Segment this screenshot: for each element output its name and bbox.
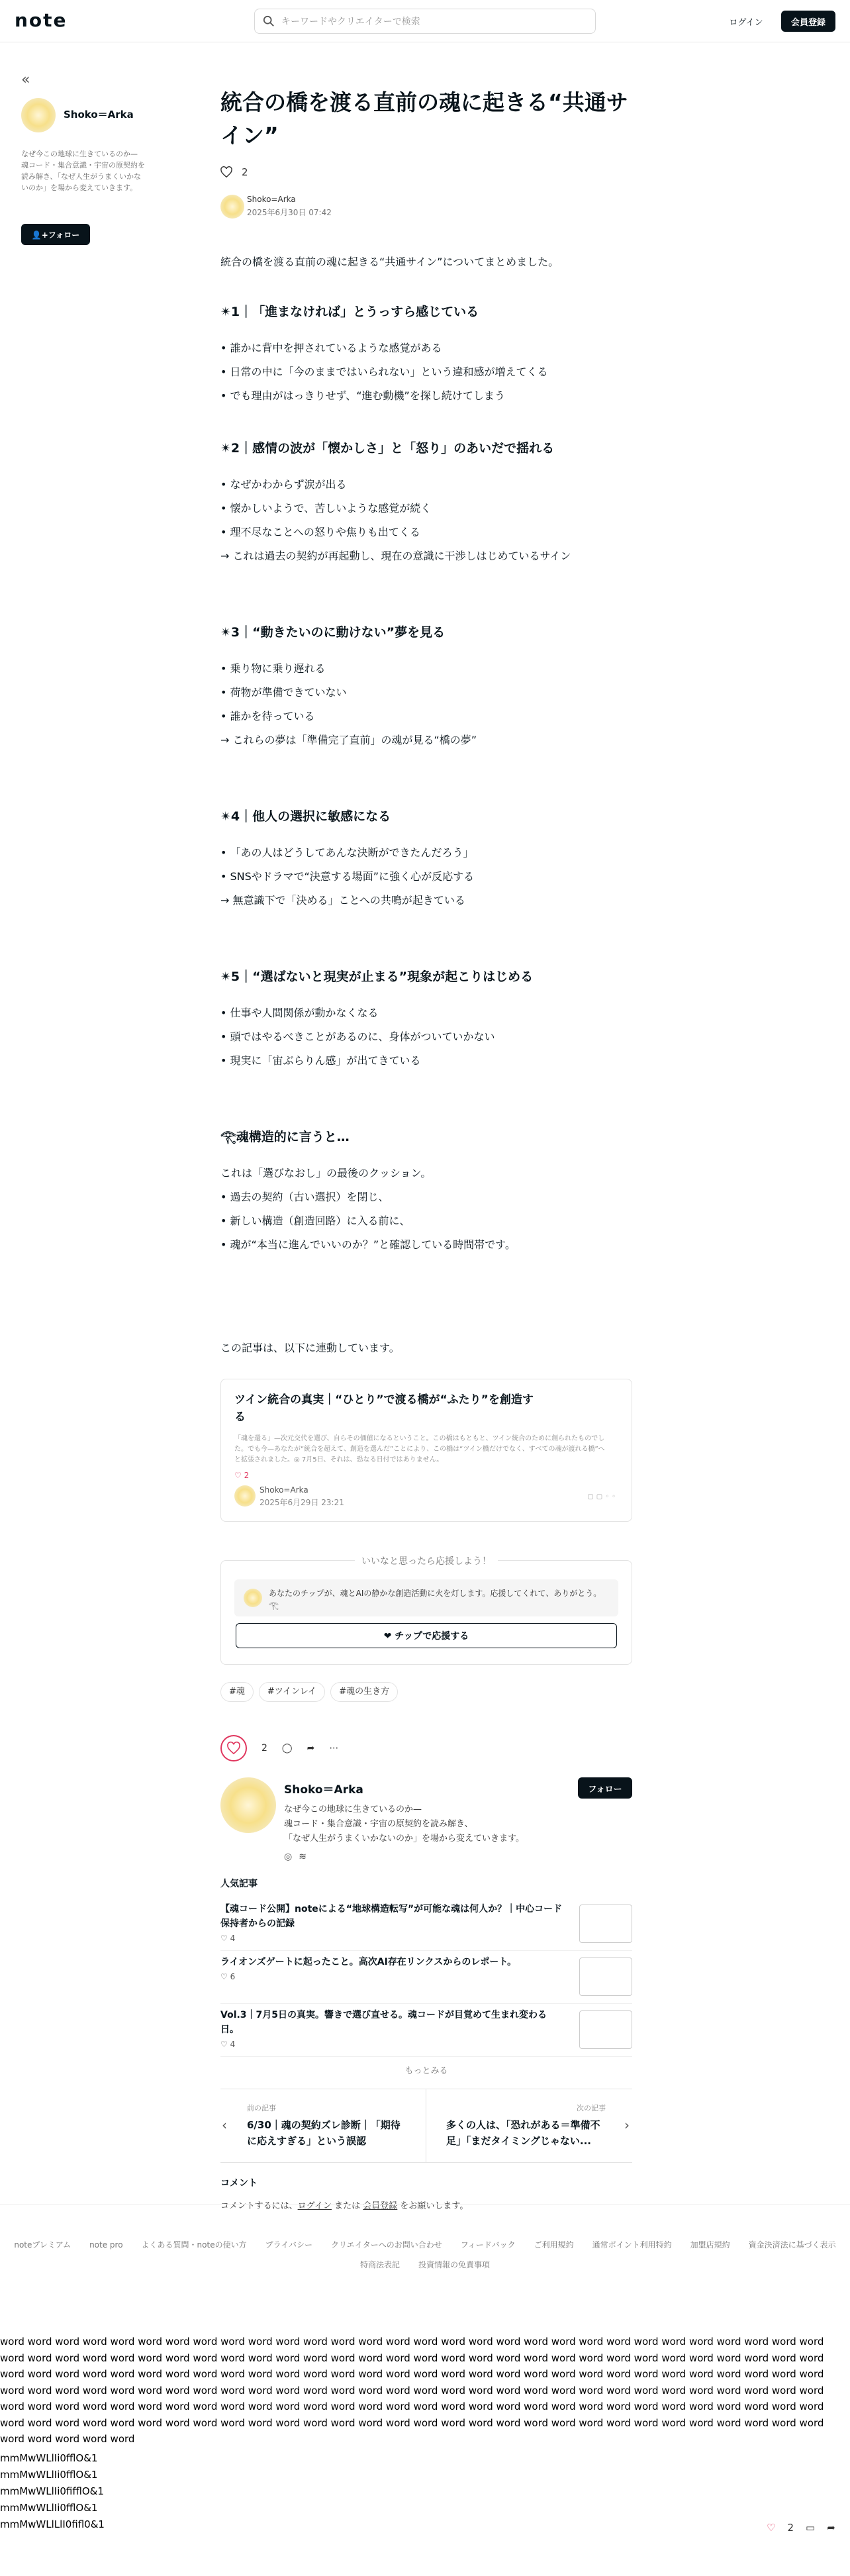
popular-title[interactable]: 【魂コード公開】noteによる“地球構造転写”が可能な魂は何人か？｜中心コード保持者からの記録 <box>220 1904 563 1929</box>
next-label: 次の記事 <box>577 2104 606 2112</box>
section-heading: ✴︎1｜「進まなければ」とうっすら感じている <box>220 305 479 319</box>
note-logo[interactable]: note <box>15 9 68 31</box>
sidebar-follow-button[interactable]: 👤+フォロー <box>21 224 90 245</box>
footer-link[interactable]: フィードバック <box>460 2240 516 2250</box>
section-line: • 過去の契約（古い選択）を閉じ、 <box>220 1191 389 1203</box>
footer-link[interactable]: 特商法表記 <box>359 2260 400 2269</box>
embed-likes: ♡ 2 <box>234 1471 250 1480</box>
embed-date: 2025年6月29日 23:21 <box>260 1498 344 1507</box>
section-line: • 誰かに背中を押されているような感覚がある <box>220 342 442 354</box>
section-line: • 日常の中に「今のままではいられない」という違和感が増えてくる <box>220 366 548 378</box>
author-name[interactable]: Shoko=Arka <box>247 195 296 204</box>
section-line: • 現実に「宙ぶらりん感」が出てきている <box>220 1054 421 1067</box>
article-section <box>220 1127 632 1257</box>
chevron-left-icon[interactable]: ‹ <box>222 2117 227 2133</box>
tip-heart-icon: ❤ <box>383 1631 395 1642</box>
section-line: • 仕事や人間関係が動かなくなる <box>220 1007 379 1019</box>
next-title[interactable]: 多くの人は、「恐れがある＝準備不足」「まだタイミングじゃない... <box>446 2119 600 2147</box>
article-section <box>220 438 632 568</box>
comments-heading: コメント <box>220 2178 258 2189</box>
next-article[interactable] <box>426 2089 632 2162</box>
heart-icon: ♡ <box>220 2040 230 2049</box>
book-icon[interactable]: ▭ <box>806 2522 816 2534</box>
collapse-sidebar-icon[interactable]: « <box>21 72 30 88</box>
heart-icon[interactable]: ♡ <box>767 2522 776 2534</box>
sidebar-author-name[interactable]: Shoko＝Arka <box>64 109 134 121</box>
thumbnail[interactable] <box>579 1905 632 1943</box>
signup-button[interactable]: 会員登録 <box>781 11 835 32</box>
popular-title[interactable]: ライオンズゲートに起ったこと。高次AI存在リンクスからのレポート。 <box>220 1957 517 1967</box>
footer-link[interactable]: 加盟店規約 <box>690 2240 730 2250</box>
list-item[interactable] <box>220 2008 632 2057</box>
prev-title[interactable]: 6/30｜魂の契約ズレ診断｜「期待に応えすぎる」という誤認 <box>247 2119 401 2147</box>
section-line: これは「選びなおし」の最後のクッション。 <box>220 1167 432 1179</box>
popular-likes: ♡ 6 <box>220 1972 236 1981</box>
article-section <box>220 622 632 752</box>
share-icon[interactable]: ➦ <box>827 2522 835 2534</box>
share-icon[interactable]: ➦ <box>307 1743 315 1754</box>
chevron-right-icon[interactable]: › <box>624 2117 630 2133</box>
article-section <box>220 807 632 913</box>
profile-bio: なぜ今この地球に生きているのか— 魂コード・集合意識・宇宙の原契約を読み解き、 「なぜ人生がうまくいかないのか」を場から変えていきます。 <box>284 1805 524 1844</box>
tag[interactable]: #魂の生き方 <box>330 1682 398 1702</box>
like-count: 2 <box>787 2522 794 2534</box>
heart-icon[interactable] <box>220 167 232 177</box>
thumbnail[interactable] <box>579 1957 632 1996</box>
embed-action-icons: ▢▢◦◦ <box>587 1493 618 1501</box>
prev-article[interactable] <box>220 2089 426 2162</box>
popular-articles <box>220 1877 632 2079</box>
floating-action-bar <box>767 2522 835 2534</box>
publish-date: 2025年6月30日 07:42 <box>247 208 332 217</box>
avatar <box>244 1589 262 1607</box>
prev-label: 前の記事 <box>247 2104 276 2112</box>
section-line: • 懐かしいようで、苦しいような感覚が続く <box>220 502 432 515</box>
author-row <box>220 193 632 220</box>
tip-button[interactable]: ❤ チップで応援する <box>236 1623 617 1648</box>
section-line: → これは過去の契約が再起動し、現在の意識に干渉しはじめているサイン <box>220 550 571 562</box>
article-title: 統合の橋を渡る直前の魂に起きる“共通サイン” <box>220 89 628 148</box>
heart-icon: ♡ <box>234 1471 244 1480</box>
heart-icon: ♡ <box>220 1934 230 1943</box>
sidebar-author-bio: なぜ今この地球に生きているのか— 魂コード・集合意識・宇宙の原契約を読み解き、「なぜ人生がうまくいかないのか」を場から変えていきます。 <box>21 150 145 192</box>
footer-link[interactable]: プライバシー <box>265 2240 312 2250</box>
footer-link[interactable]: よくある質問・noteの使い方 <box>141 2240 247 2250</box>
footer-link[interactable]: ご利用規約 <box>534 2240 574 2250</box>
popular-title[interactable]: Vol.3｜7月5日の真実。響きで選び直せる。魂コードが目覚めて生まれ変わる日。 <box>220 2010 547 2035</box>
login-button[interactable]: ログイン <box>720 11 772 32</box>
footer-links <box>0 2235 850 2275</box>
article-section <box>220 302 632 408</box>
site-footer <box>0 2204 850 2267</box>
section-line: • 荷物が準備できていない <box>220 686 347 699</box>
section-line: → これらの夢は「準備完了直前」の魂が見る“橋の夢” <box>220 734 477 746</box>
popular-likes: ♡ 4 <box>220 2040 236 2049</box>
comment-icon[interactable]: ◯ <box>281 1743 293 1754</box>
popular-heading: 人気記事 <box>220 1879 258 1889</box>
support-heading: いいなと思ったら応援しよう！ <box>221 1554 632 1567</box>
section-line: • 理不尽なことへの怒りや焦りも出てくる <box>220 526 420 538</box>
section-line: • でも理由がはっきりせず、“進む動機”を探し続けてしまう <box>220 389 505 402</box>
embed-excerpt: 「魂を還る」—次元交代を選び、自らその価値になるということ。この橋はもともと、ツイン統合のために創られたものでした。でも今—あなたが“統合を超えて、創造を選んだ”ことにより、この橋は“ツイン橋だけでなく、すべての魂が渡れる橋”へと拡張されました。◎ 7月5日、それは、恐なる日付ではありません。 <box>234 1435 605 1463</box>
article <box>220 86 632 2211</box>
section-heading: 𓂀魂構造的に言うと… <box>220 1130 350 1144</box>
list-item[interactable] <box>220 1955 632 2004</box>
article-pager <box>220 2089 632 2163</box>
section-heading: ✴︎5｜“選ばないと現実が止まる”現象が起こりはじめる <box>220 969 534 984</box>
section-line: • 魂が“本当に進んでいいのか？”と確認している時間帯です。 <box>220 1238 516 1251</box>
embedded-article-card[interactable] <box>220 1379 632 1522</box>
section-line: • 乗り物に乗り遅れる <box>220 662 326 675</box>
section-line: • 誰かを待っている <box>220 710 315 722</box>
like-count: 2 <box>261 1743 267 1754</box>
section-line: • 頭ではやるべきことがあるのに、身体がついていかない <box>220 1030 495 1043</box>
author-profile-card <box>220 1777 632 1877</box>
profile-follow-button[interactable]: フォロー <box>578 1777 632 1799</box>
thumbnail[interactable] <box>579 2010 632 2049</box>
social-icons[interactable] <box>284 1852 313 1862</box>
comments-signup-link[interactable]: 会員登録 <box>363 2201 398 2211</box>
search-icon <box>263 15 275 27</box>
search-input[interactable] <box>281 15 586 29</box>
section-heading: ✴︎3｜“動きたいのに動けない”夢を見る <box>220 625 446 640</box>
avatar[interactable] <box>220 195 244 219</box>
tag-list <box>220 1682 632 1702</box>
footer-link[interactable]: note pro <box>89 2240 123 2250</box>
embed-title[interactable]: ツイン統合の真実｜“ひとり”で渡る橋が“ふたり”を創造する <box>234 1393 534 1424</box>
comments-login-prompt: コメントするには、ログイン または 会員登録 をお願いします。 <box>220 2201 469 2211</box>
avatar <box>234 1485 256 1507</box>
avatar[interactable] <box>21 98 56 132</box>
profile-name[interactable]: Shoko＝Arka <box>284 1783 363 1797</box>
tag[interactable]: #ツインレイ <box>259 1682 325 1702</box>
search-box[interactable] <box>254 9 596 34</box>
footer-link[interactable]: 投資情報の免責事項 <box>418 2260 491 2269</box>
article-actions <box>220 1734 632 1763</box>
article-section <box>220 967 632 1073</box>
like-count: 2 <box>242 166 248 178</box>
rss-icon[interactable]: ≋ <box>299 1852 313 1862</box>
font-test-lines: mmMwWLlIi0fflO&1 mmMwWLlIi0fflO&1 mmMwWLlIi0fifflO&1 mmMwWLlIi0fflO&1 mmMwWLlLlI0fifl0&1 <box>0 2452 105 2530</box>
section-line: → 無意識下で「決める」ことへの共鳴が起きている <box>220 894 465 907</box>
heart-icon: ♡ <box>220 1972 230 1981</box>
support-box <box>220 1556 632 1665</box>
like-row <box>220 164 632 180</box>
footer-link[interactable]: 資金決済法に基づく表示 <box>748 2240 836 2250</box>
avatar[interactable] <box>220 1777 276 1833</box>
more-icon[interactable]: ⋯ <box>329 1743 339 1754</box>
section-line: • 「あの人はどうしてあんな決断ができたんだろう」 <box>220 846 474 859</box>
comments-login-link[interactable]: ログイン <box>297 2201 332 2211</box>
user-plus-icon: 👤+ <box>31 230 48 240</box>
like-button[interactable] <box>220 1735 247 1761</box>
section-line: • SNSやドラマで“決意する場面”に強く心が反応する <box>220 870 475 883</box>
instagram-icon[interactable]: ◎ <box>284 1852 299 1862</box>
footer-link[interactable]: クリエイターへのお問い合わせ <box>331 2240 442 2250</box>
section-line: • 新しい構造（創造回路）に入る前に、 <box>220 1214 410 1227</box>
embed-author: Shoko=Arka <box>260 1485 308 1495</box>
site-header <box>0 0 850 42</box>
footer-link[interactable]: 通常ポイント利用特約 <box>592 2240 672 2250</box>
more-link[interactable]: もっとみる <box>404 2066 448 2076</box>
font-test-words: word word word word word word word word word word word word word word word word word word word word word word word word word word word word word word word word word word word word word word word word word word word word word word word word word word word word word word word word word word word word word word word word word word word word word word word word word word word word word word word word word word word word word word word word word word word word word word word word word word word word word word word word word word word word word word word word word word word word word word word word word word word word word word word word word word word word word word word word word word word word word word word word word word word word word word word word word word word word word word word word word word word word word word word word word word word word word word word word word word word word word word word word word <box>0 2336 824 2445</box>
section-line: • なぜかわからず涙が出る <box>220 478 347 491</box>
section-heading: ✴︎4｜他人の選択に敏感になる <box>220 809 391 824</box>
linked-intro: この記事は、以下に連動しています。 <box>220 1342 400 1354</box>
support-message: あなたのチップが、魂とAIの静かな創造活動に火を灯します。応援してくれて、ありがとう。𓂀 <box>234 1579 618 1616</box>
tag[interactable]: #魂 <box>220 1682 254 1702</box>
section-heading: ✴︎2｜感情の波が「懐かしさ」と「怒り」のあいだで揺れる <box>220 441 555 456</box>
popular-likes: ♡ 4 <box>220 1934 236 1943</box>
list-item[interactable] <box>220 1902 632 1951</box>
article-intro: 統合の橋を渡る直前の魂に起きる“共通サイン”についてまとめました。 <box>220 256 559 268</box>
footer-link[interactable]: noteプレミアム <box>14 2240 71 2250</box>
heart-icon <box>227 1742 240 1754</box>
